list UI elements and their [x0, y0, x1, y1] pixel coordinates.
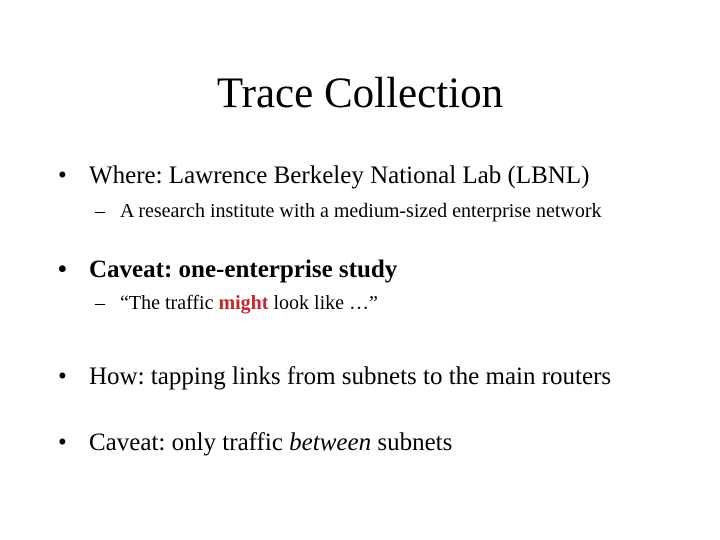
subbullet-traffic-quote [95, 292, 635, 315]
caveat-emphasis: between [289, 429, 372, 456]
bullet-marker: • [58, 363, 67, 390]
bullet-how-text: How: tapping links from subnets to the main routers [89, 363, 612, 390]
subbullet-research-institute-text: A research institute with a medium-sized enterprise network [120, 200, 602, 222]
quote-before: “The traffic [120, 292, 219, 314]
subbullet-marker: – [95, 200, 105, 222]
caveat-before: Caveat: only traffic [89, 429, 290, 456]
quote-highlight: might [218, 292, 269, 314]
bullet-marker: • [58, 162, 67, 189]
caveat-after: subnets [371, 429, 453, 456]
bullet-caveat-enterprise [58, 256, 658, 284]
bullet-caveat-enterprise-text: Caveat: one-enterprise study [89, 256, 398, 283]
subbullet-traffic-quote-text [120, 292, 635, 315]
bullet-caveat-subnets [58, 429, 658, 457]
bullet-where [58, 162, 678, 190]
bullet-where-text: Where: Lawrence Berkeley National Lab (LBNL) [89, 162, 590, 189]
subbullet-research-institute [95, 200, 635, 223]
subbullet-marker: – [95, 292, 105, 314]
bullet-caveat-subnets-text [89, 429, 658, 457]
bullet-marker: • [58, 256, 67, 283]
bullet-marker: • [58, 429, 67, 456]
quote-after: look like …” [268, 292, 378, 314]
slide-title: Trace Collection [216, 70, 504, 117]
bullet-how [58, 363, 618, 391]
